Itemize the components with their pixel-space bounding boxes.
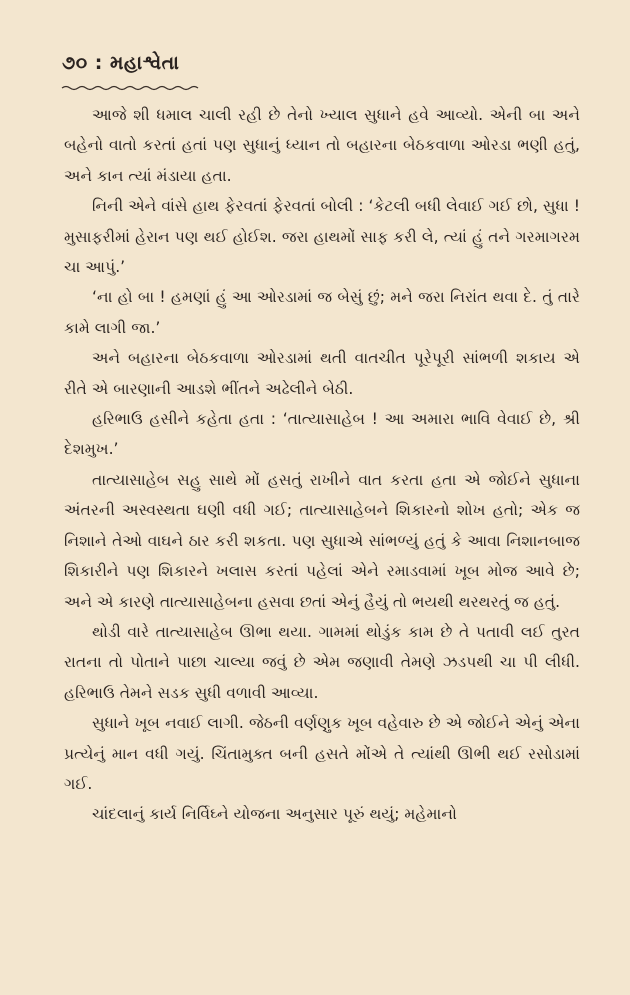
paragraph: હરિભાઉ હસીને કહેતા હતા : ‘તાત્યાસાહેબ ! આ અમારા ભાવિ વેવાઈ છે, શ્રી દેશમુખ.’ <box>64 410 580 459</box>
paragraph: તાત્યાસાહેબ સહુ સાથે મોં હસતું રાખીને વાત કરતા હતા એ જોઈને સુધાના અંતરની અસ્વસ્થતા ઘણી વધી ગઈ; તાત્યાસાહેબને શિકારનો શોખ હતો; એક જ નિશાને તેઓ વાઘને ઠાર કરી શકતા. પણ સુધાએ સાંભળ્યું હતું કે આવા નિશાનબાજ શિકારીને પણ શિકારને ખલાસ કરતાં પહેલાં એને રમાડવામાં ખૂબ મોજ આવે છે; અને એ કારણે તાત્યાસાહેબના હસવા છતાં એનું હૈયું તો ભયથી થરથરતું જ હતું. <box>64 470 580 611</box>
paragraph: થોડી વારે તાત્યાસાહેબ ઊભા થયા. ગામમાં થોડુંક કામ છે તે પતાવી લઈ તુરત રાતના તો પોતાને પાછા ચાલ્યા જવું છે એમ જણાવી તેમણે ઝડપથી ચા પી લીધી. હરિભાઉ તેમને સડક સુધી વળાવી આવ્યા. <box>64 622 580 702</box>
paragraph: ચાંદલાનું કાર્ય નિર્વિઘ્ને યોજના અનુસાર પૂરું થયું; મહેમાનો <box>92 805 457 824</box>
header-separator: : <box>94 52 103 74</box>
body-text <box>64 100 580 830</box>
page-header <box>62 52 179 74</box>
paragraph: આજે શી ધમાલ ચાલી રહી છે તેનો ખ્યાલ સુધાને હવે આવ્યો. એની બા અને બહેનો વાતો કરતાં હતાં પણ સુધાનું ધ્યાન તો બહારના બેઠકવાળા ઓરડા ભણી હતું, અને કાન ત્યાં મંડાયા હતા. <box>64 106 580 185</box>
paragraph: નિની એને વાંસે હાથ ફેરવતાં ફેરવતાં બોલી : ‘કેટલી બધી લેવાઈ ગઈ છો, સુધા ! મુસાફરીમાં હેરાન પણ થઈ હોઈશ. જરા હાથમોં સાફ કરી લે, ત્યાં હું તને ગરમાગરમ ચા આપું.’ <box>64 197 580 277</box>
book-title: મહાશ્વેતા <box>110 52 180 74</box>
page-number: ૭૦ <box>62 52 88 74</box>
paragraph: અને બહારના બેઠકવાળા ઓરડામાં થતી વાતચીત પૂરેપૂરી સાંભળી શકાય એ રીતે એ બારણાની આડશે ભીંતને અઢેલીને બેઠી. <box>64 349 580 398</box>
paragraph: ‘ના હો બા ! હમણાં હું આ ઓરડામાં જ બેસું છું; મને જરા નિરાંત થવા દે. તું તારે કામે લાગી જા.’ <box>64 288 580 337</box>
header-ornament-rule <box>60 84 200 92</box>
paragraph: સુધાને ખૂબ નવાઈ લાગી. જેઠની વર્ણણુક ખૂબ વહેવારુ છે એ જોઈને એનું એના પ્રત્યેનું માન વધી ગયું. ચિંતામુક્ત બની હસતે મોંએ તે ત્યાંથી ઊભી થઈ રસોડામાં ગઈ. <box>64 714 580 793</box>
